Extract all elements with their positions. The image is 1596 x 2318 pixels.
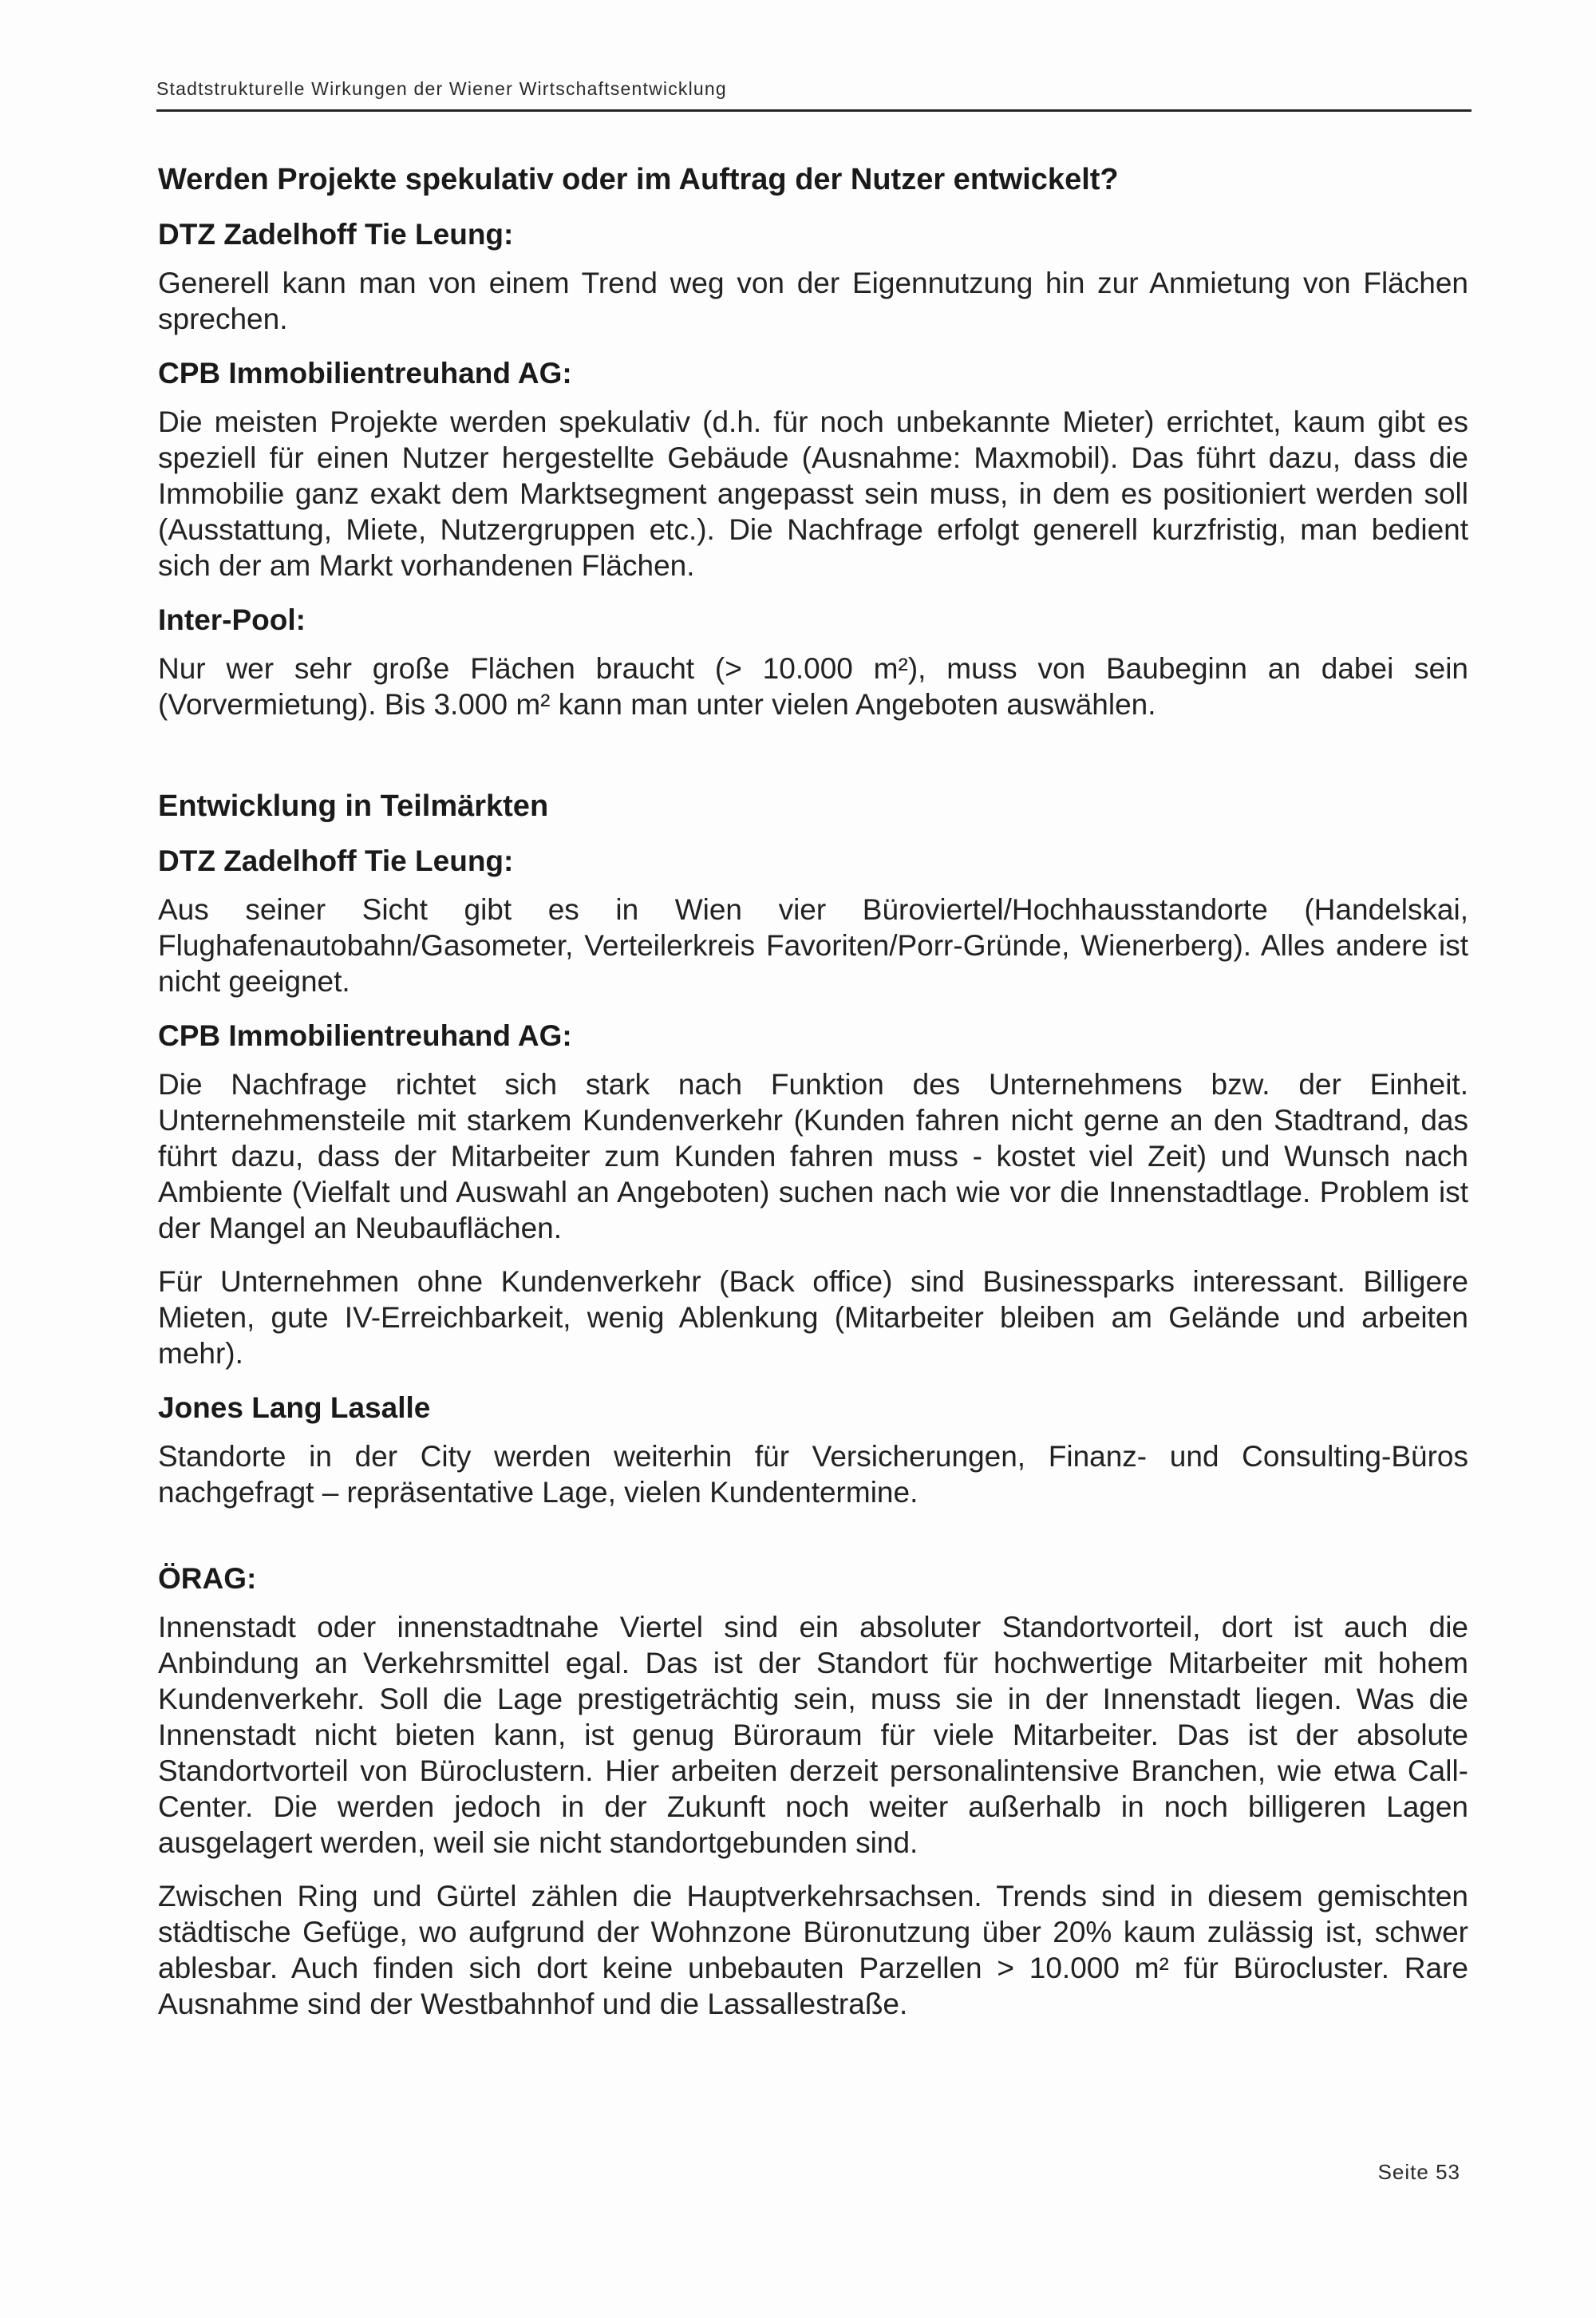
speaker-cpb-1: CPB Immobilientreuhand AG: xyxy=(158,357,572,390)
section-spacer xyxy=(158,740,1468,786)
paragraph: Die meisten Projekte werden spekulativ (d.h. für noch unbekannte Mieter) errichtet, kaum gibt es speziell für einen Nutzer hergestellte Gebäude (Ausnahme: Maxmobil). Das führt dazu, dass die Immobilie ganz exakt dem Marktsegment angepasst sein muss, in dem es positioniert werden soll (Ausstattung, Miete, Nutzergruppen etc.). Die Nachfrage erfolgt generell kurzfristig, man bedient sich der am Markt vorhandenen Flächen. xyxy=(158,405,1468,582)
header-rule xyxy=(156,109,1472,112)
page-number: Seite 53 xyxy=(1377,2160,1460,2184)
speaker-oerag: ÖRAG: xyxy=(158,1562,257,1595)
speaker-dtz-2: DTZ Zadelhoff Tie Leung: xyxy=(158,845,514,877)
page-content xyxy=(158,160,1468,2039)
speaker-inter-pool: Inter-Pool: xyxy=(158,603,306,636)
paragraph: Die Nachfrage richtet sich stark nach Funktion des Unternehmens bzw. der Einheit. Unternehmensteile mit starkem Kundenverkehr (Kunden fahren nicht gerne an den Stadtrand, das führt dazu, dass der Mitarbeiter zum Kunden fahren muss - kostet viel Zeit) und Wunsch nach Ambiente (Vielfalt und Auswahl an Angeboten) suchen nach wie vor die Innenstadtlage. Problem ist der Mangel an Neubauflächen. xyxy=(158,1068,1468,1244)
paragraph: Aus seiner Sicht gibt es in Wien vier Büroviertel/Hochhausstandorte (Handelskai, Flughafenautobahn/Gasometer, Verteilerkreis Favoriten/Porr-Gründe, Wienerberg). Alles andere ist nicht geeignet. xyxy=(158,893,1468,998)
paragraph: Generell kann man von einem Trend weg von der Eigennutzung hin zur Anmietung von Flächen sprechen. xyxy=(158,267,1468,335)
paragraph: Nur wer sehr große Flächen braucht (> 10.000 m²), muss von Baubeginn an dabei sein (Vorvermietung). Bis 3.000 m² kann man unter vielen Angeboten auswählen. xyxy=(158,652,1468,721)
paragraph: Standorte in der City werden weiterhin für Versicherungen, Finanz- und Consulting-Büros nachgefragt – repräsentative Lage, vielen Kundentermine. xyxy=(158,1440,1468,1509)
running-header: Stadtstrukturelle Wirkungen der Wiener Wirtschaftsentwicklung xyxy=(156,78,727,99)
section-title-projekte: Werden Projekte spekulativ oder im Auftrag der Nutzer entwickelt? xyxy=(158,163,1119,196)
speaker-cpb-2: CPB Immobilientreuhand AG: xyxy=(158,1019,572,1052)
paragraph: Innenstadt oder innenstadtnahe Viertel sind ein absoluter Standortvorteil, dort ist auch die Anbindung an Verkehrsmittel egal. Das ist der Standort für hochwertige Mitarbeiter mit hohem Kundenverkehr. Soll die Lage prestigeträchtig sein, muss sie in der Innenstadt liegen. Was die Innenstadt nicht bieten kann, ist genug Büroraum für viele Mitarbeiter. Das ist der absolute Standortvorteil von Büroclustern. Hier arbeiten derzeit personalintensive Branchen, wie etwa Call-Center. Die werden jedoch in der Zukunft noch weiter außerhalb in noch billigeren Lagen ausgelagert werden, weil sie nicht standortgebunden sind. xyxy=(158,1611,1468,1859)
speaker-jones-lang-lasalle: Jones Lang Lasalle xyxy=(158,1391,431,1424)
speaker-dtz-1: DTZ Zadelhoff Tie Leung: xyxy=(158,218,514,251)
paragraph: Für Unternehmen ohne Kundenverkehr (Back office) sind Businessparks interessant. Billigere Mieten, gute IV-Erreichbarkeit, wenig Ablenkung (Mitarbeiter bleiben am Gelände und arbeiten mehr). xyxy=(158,1265,1468,1370)
section-spacer xyxy=(158,1528,1468,1560)
section-title-teilmaerkte: Entwicklung in Teilmärkten xyxy=(158,789,549,823)
paragraph: Zwischen Ring und Gürtel zählen die Hauptverkehrsachsen. Trends sind in diesem gemischten städtische Gefüge, wo aufgrund der Wohnzone Büronutzung über 20% kaum zulässig ist, schwer ablesbar. Auch finden sich dort keine unbebauten Parzellen > 10.000 m² für Bürocluster. Rare Ausnahme sind der Westbahnhof und die Lassallestraße. xyxy=(158,1880,1468,2020)
